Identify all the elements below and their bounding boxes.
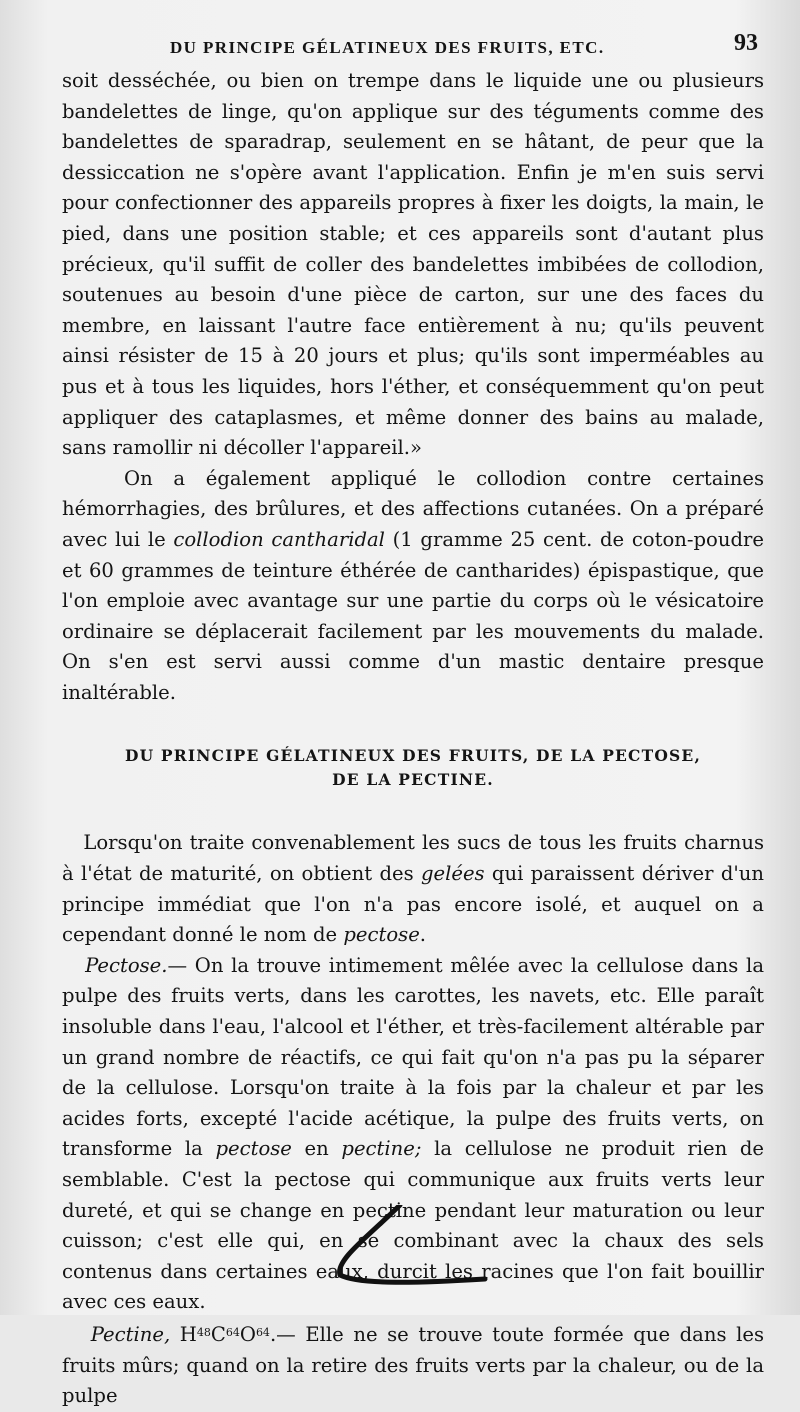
formula-o: O [239,1322,256,1346]
pectine-text-1: .— Elle ne se trouve toute formée que dans les fruits mûrs; quand on la retire des fruits verts par la chaleur, ou de la pulpe [62,1322,765,1408]
formula-h: H [179,1322,197,1346]
section-heading-line2: DE LA PECTINE. [332,770,494,790]
pectose-italic-2: pectine; [341,1137,422,1161]
running-title: DU PRINCIPE GÉLATINEUX DES FRUITS, ETC. [170,38,605,57]
collodion-text-2: (1 gramme 25 cent. de coton-poudre et 60 grammes de teinture éthérée de cantharides) épispastique, que l'on emploie avec avantage sur une partie du corps où le vésicatoire ordinaire se déplacerait facilement par les mouvements du malade. On s'en est servi aussi comme d'un mastic dentaire presque inaltérable. [62,527,764,704]
pectose-italic-1: pectose [215,1137,292,1161]
running-head [62,30,764,66]
section-heading [62,744,764,792]
pectose-text-3: la cellulose ne produit rien de semblable. C'est la pectose qui communique aux fruits verts leur dureté, et qui se change en pectine pendant leur maturation ou leur cuisson; c'est elle qui, en se combinant avec la chaux des sels contenus dans certaines eaux, durcit les racines que l'on fait bouillir avec ces eaux. [62,1137,765,1314]
pectose-term: Pectose. [85,953,168,977]
intro-text-2: qui paraissent dériver d'un principe immédiat que l'on n'a pas encore isolé, et auquel on a cependant donné le nom de [62,862,764,947]
page-number: 93 [734,30,758,56]
paragraph-continuation: soit desséchée, ou bien on trempe dans le liquide une ou plusieurs bandelettes de linge, qu'on applique sur des téguments comme des bandelettes de sparadrap, seulement en se hâtant, de peur que la dessiccation ne s'opère avant l'application. Enfin je m'en suis servi pour confectionner des appareils propres à fixer les doigts, la main, le pied, dans une position stable; et ces appareils sont d'autant plus précieux, qu'il suffit de coller des bandelettes imbibées de collodion, soutenues au besoin d'une pièce de carton, sur une des faces du membre, en laissant l'autre face entièrement à nu; qu'ils peuvent ainsi résister de 15 à 20 jours et plus; qu'ils sont imperméables au pus et à tous les liquides, hors l'éther, et conséquemment qu'on peut appliquer des cataplasmes, et même donner des bains au malade, sans ramollir ni décoller l'appareil.» [62,69,764,460]
intro-italic-1: gelées [420,862,485,886]
paragraph-pectose [62,951,764,1318]
paragraph-intro [62,828,764,950]
paragraph-pectine [62,1318,764,1412]
intro-text-1: Lorsqu'on traite convenablement les sucs de tous les fruits charnus à l'état de maturité, on obtient des [62,831,764,886]
pectine-term: Pectine, [90,1322,171,1346]
formula-c: C [210,1322,226,1346]
formula-o-sub: 64 [255,1325,270,1339]
pectose-text-2: en [291,1137,342,1161]
intro-text-3: . [419,923,427,947]
formula-h-sub: 48 [196,1325,211,1339]
intro-italic-2: pectose [343,923,420,947]
formula-c-sub: 64 [225,1325,240,1339]
collodion-italic: collodion cantharidal [173,527,385,551]
section-heading-line1: DU PRINCIPE GÉLATINEUX DES FRUITS, DE LA PECTOSE, [124,746,702,766]
collodion-text-1: On a également appliqué le collodion contre certaines hémorrhagies, des brûlures, et des affections cutanées. On a préparé avec lui le [62,466,765,551]
paragraph-collodion [62,464,764,709]
body-text [62,66,764,1412]
pectine-formula [180,1323,270,1346]
pectose-text-1: — On la trouve intimement mêlée avec la cellulose dans la pulpe des fruits verts, dans les carottes, les navets, etc. Elle paraît insoluble dans l'eau, l'alcool et l'éther, et très-facilement altérable par un grand nombre de réactifs, ce qui fait qu'on n'a pas pu la séparer de la cellulose. Lorsqu'on traite à la fois par la chaleur et par les acides forts, excepté l'acide acétique, la pulpe des fruits verts, on transforme la [62,953,764,1161]
